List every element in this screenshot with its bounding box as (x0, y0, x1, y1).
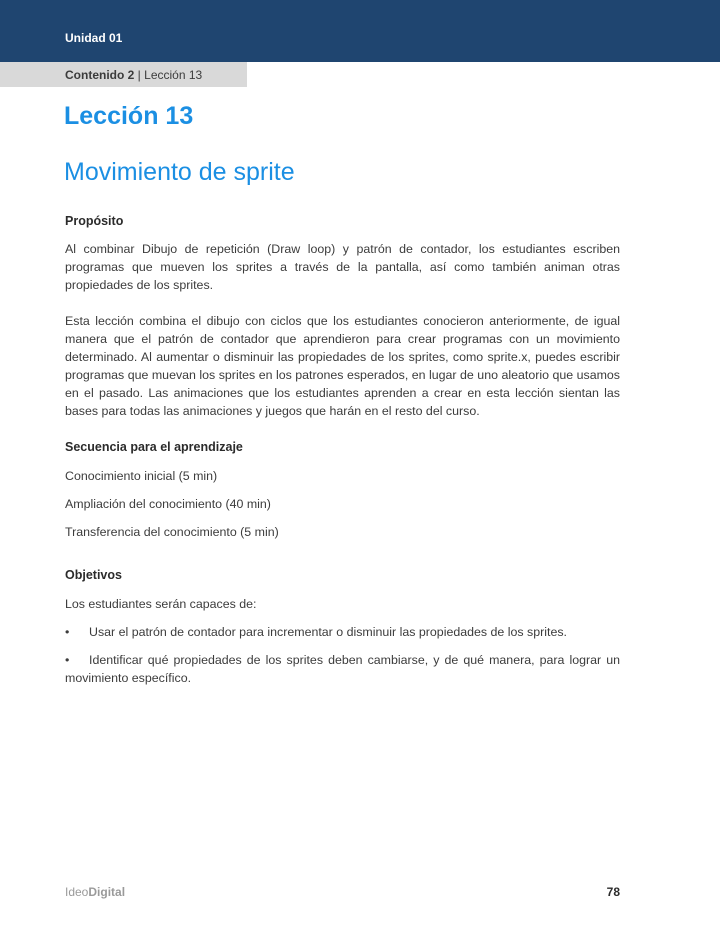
unit-label: Unidad 01 (65, 31, 123, 45)
breadcrumb-lesson: Lección 13 (144, 68, 203, 82)
brand-bold: Digital (88, 885, 126, 899)
page-title: Lección 13 (64, 102, 194, 130)
objective-text: Identificar qué propiedades de los sprites deben cambiarse, y de qué manera, para lograr un movimiento específico. (65, 653, 620, 685)
breadcrumb-text (65, 68, 202, 82)
breadcrumb-content: Contenido 2 (65, 68, 135, 82)
footer-brand-logo (65, 885, 125, 899)
breadcrumb-separator: | (137, 68, 141, 82)
sequence-item: Transferencia del conocimiento (5 min) (65, 525, 279, 539)
bullet-icon: • (65, 653, 70, 667)
purpose-heading: Propósito (65, 214, 124, 228)
page-subtitle: Movimiento de sprite (64, 158, 295, 186)
objective-item (65, 651, 620, 687)
purpose-paragraph-2: Esta lección combina el dibujo con ciclos que los estudiantes conocieron anteriormente, de igual manera que el patrón de contador que aprendieron para crear programas con un movimiento determinado. Al aumentar o disminuir las propiedades de los sprites, como sprite.x, puedes escribir programas que muevan los sprites en los patrones esperados, en lugar de uno aleatorio que usamos en el pasado. Las animaciones que los estudiantes aprenden a crear en esta lección sientan las bases para todas las animaciones y juegos que harán en el resto del curso. (65, 314, 620, 418)
brand-light: Ideo (65, 885, 89, 899)
sequence-item: Ampliación del conocimiento (40 min) (65, 497, 271, 511)
page-number: 78 (606, 885, 620, 899)
bullet-icon: • (65, 625, 70, 639)
sequence-item: Conocimiento inicial (5 min) (65, 469, 218, 483)
breadcrumb (0, 62, 247, 87)
objectives-heading: Objetivos (65, 568, 122, 582)
objective-item (65, 623, 620, 641)
objective-text: Usar el patrón de contador para incrementar o disminuir las propiedades de los sprites. (89, 625, 567, 639)
objectives-intro: Los estudiantes serán capaces de: (65, 597, 257, 611)
purpose-paragraph-1: Al combinar Dibujo de repetición (Draw loop) y patrón de contador, los estudiantes escriben programas que mueven los sprites a través de la pantalla, así como también animan otras propiedades de los sprites. (65, 242, 620, 292)
header-bar (0, 0, 720, 62)
sequence-heading: Secuencia para el aprendizaje (65, 440, 243, 454)
